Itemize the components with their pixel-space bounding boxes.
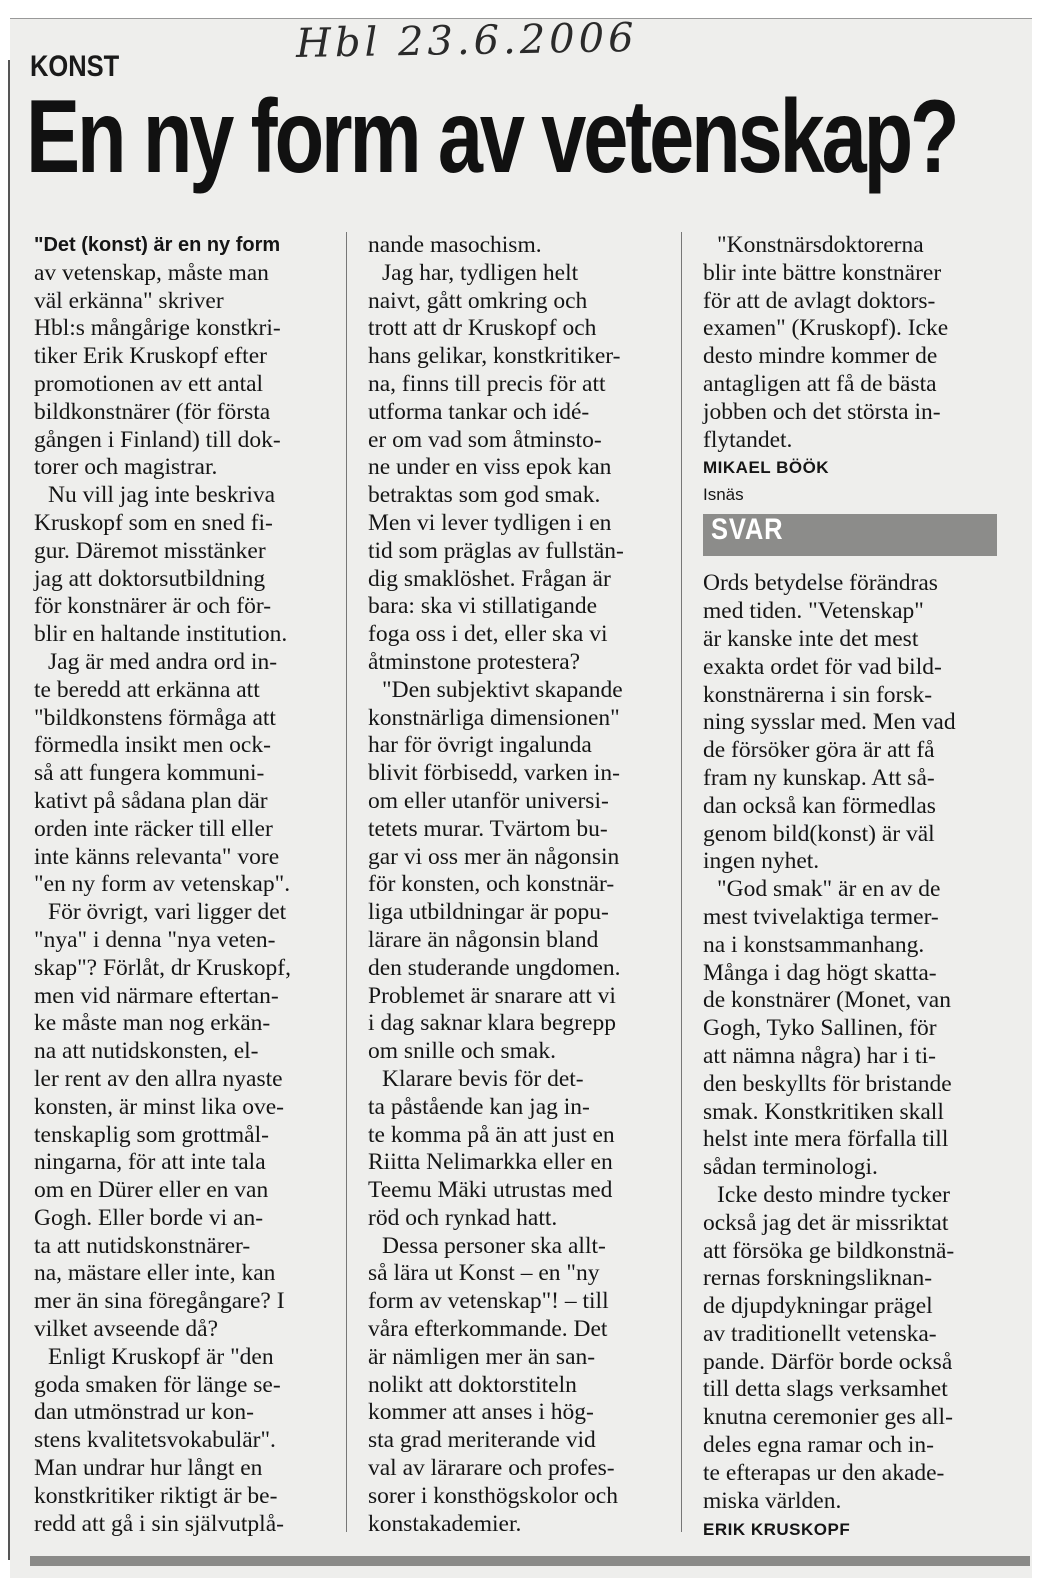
text-line: vilket avseende då? [34,1316,218,1343]
text-line: deles egna ramar och in- [703,1432,934,1459]
text-line: knutna ceremonier ges all- [703,1404,953,1431]
text-line: blivit förbisedd, varken in- [368,760,620,787]
text-line: konstakademier. [368,1510,522,1537]
text-line: men vid närmare eftertan- [34,982,279,1009]
text-line: gången i Finland) till dok- [34,426,281,453]
text-line: examen" (Kruskopf). Icke [703,315,949,342]
text-line: konsten, är minst lika ove- [34,1093,284,1120]
text-line: ta påstående kan jag in- [368,1093,590,1120]
text-line: kativt på sådana plan där [34,787,268,814]
text-line: exakta ordet för vad bild- [703,653,942,680]
text-line: inte känns relevanta" vore [34,843,280,870]
text-line: redd att gå i sin självutplå- [34,1510,284,1537]
text-line: Kruskopf som en sned fi- [34,509,273,536]
text-line: foga oss i det, eller ska vi [368,621,608,648]
text-line: Icke desto mindre tycker [717,1181,950,1208]
text-line: val av lärarare och profes- [368,1455,615,1482]
text-line: den studerande ungdomen. [368,954,621,981]
text-line: dan utmönstrad ur kon- [34,1399,254,1426]
reply-text [703,570,1003,1515]
text-line: Ords betydelse förändras [703,570,938,597]
text-line: i dag saknar klara begrepp [368,1010,616,1037]
text-line: Man undrar hur långt en [34,1455,263,1482]
text-line: så lära ut Konst – en "ny [368,1260,600,1287]
text-line: rernas forskningsliknan- [703,1265,933,1292]
text-line: sådan terminologi. [703,1154,878,1181]
text-line: Problemet är snarare att vi [368,982,616,1009]
text-line: te komma på än att just en [368,1121,615,1148]
text-line: ke måste man nog erkän- [34,1010,271,1037]
text-line: hans gelikar, konstkritiker- [368,343,621,370]
text-line: helst inte mera förfalla till [703,1126,949,1153]
text-line: fram ny kunskap. Att så- [703,764,935,791]
text-line: ta att nutidskonstnärer- [34,1232,251,1259]
text-line: smak. Konstkritiken skall [703,1098,944,1125]
text-line: orden inte räcker till eller [34,815,273,842]
text-line: bildkonstnärer (för första [34,398,271,425]
letter-place: Isnäs [703,485,744,505]
text-line: är nämligen mer än san- [368,1343,596,1370]
text-line: förmedla insikt men ock- [34,732,271,759]
text-line: ingen nyhet. [703,848,820,875]
text-line: skap"? Förlåt, dr Kruskopf, [34,954,291,981]
text-line: kommer att anses i hög- [368,1399,594,1426]
text-line: dig smaklöshet. Frågan är [368,565,611,592]
text-line: åtminstone protestera? [368,648,581,675]
text-line: om en Dürer eller en van [34,1177,269,1204]
article-column-2 [368,232,668,1538]
text-line: gar vi oss mer än någonsin [368,843,620,870]
text-line: miska världen. [703,1487,842,1514]
text-line: goda smaken för länge se- [34,1371,281,1398]
letter-ending [703,232,1003,454]
article-column-1 [34,232,334,1538]
text-line: om eller utanför universi- [368,787,609,814]
text-line: för att de avlagt doktors- [703,287,936,314]
text-line: na, mästare eller inte, kan [34,1260,276,1287]
text-line: "God smak" är en av de [717,876,941,903]
text-line: Gogh, Tyko Sallinen, för [703,1015,937,1042]
text-line: av vetenskap, måste man [34,259,269,286]
text-line: våra efterkommande. Det [368,1316,608,1343]
text-line: stens kvalitetsvokabulär". [34,1427,276,1454]
text-line: för konsten, och konstnär- [368,871,615,898]
text-line: betraktas som god smak. [368,482,601,509]
text-line: te beredd att erkänna att [34,676,260,703]
text-line: av traditionellt vetenska- [703,1320,937,1347]
text-line: sorer i konsthögskolor och [368,1482,618,1509]
text-line: utforma tankar och idé- [368,398,590,425]
text-line: har för övrigt ingalunda [368,732,592,759]
text-line: blir en haltande institution. [34,621,288,648]
article-column-3 [703,232,1003,1543]
text-line: "nya" i denna "nya veten- [34,926,276,953]
text-line: desto mindre kommer de [703,343,938,370]
text-line: trott att dr Kruskopf och [368,315,597,342]
text-line: är kanske inte det mest [703,625,919,652]
text-line: de försöker göra är att få [703,737,935,764]
text-line: "en ny form av vetenskap". [34,871,291,898]
text-line: blir inte bättre konstnärer [703,259,942,286]
text-line: Dessa personer ska allt- [382,1232,606,1259]
text-line: flytandet. [703,426,793,453]
column-divider [681,232,682,1532]
text-line: torer och magistrar. [34,454,218,481]
text-line: med tiden. "Vetenskap" [703,598,924,625]
text-line: ne under en viss epok kan [368,454,612,481]
text-line: konstnärliga dimensionen" [368,704,620,731]
letter-author: MIKAEL BÖÖK [703,458,830,478]
text-line: antagligen att få de bästa [703,370,937,397]
text-line: röd och rynkad hatt. [368,1204,558,1231]
text-line: konstnärerna i sin forsk- [703,681,933,708]
text-line: Gogh. Eller borde vi an- [34,1204,264,1231]
headline: En ny form av vetenskap? [26,79,957,195]
text-line: de djupdykningar prägel [703,1293,933,1320]
text-line: Enligt Kruskopf är "den [48,1343,274,1370]
text-line: att försöka ge bildkonstnä- [703,1237,955,1264]
text-line: "bildkonstens förmåga att [34,704,276,731]
text-line: ningarna, för att inte tala [34,1149,266,1176]
text-line: för konstnärer är och för- [34,593,272,620]
text-line: nande masochism. [368,232,542,258]
text-line: tiker Erik Kruskopf efter [34,343,267,370]
text-line: konstkritiker riktigt är be- [34,1482,278,1509]
text-line: ning sysslar med. Men vad [703,709,956,736]
text-line: tetets murar. Tvärtom bu- [368,815,608,842]
text-line: Jag är med andra ord in- [48,648,278,675]
text-line: För övrigt, vari ligger det [48,899,287,926]
reply-heading-bar [703,514,997,556]
text-line: jag att doktorsutbildning [34,565,266,592]
text-line: te efterapas ur den akade- [703,1459,945,1486]
text-line: till detta slags verksamhet [703,1376,948,1403]
text-line: om snille och smak. [368,1038,556,1065]
bottom-border [30,1556,1030,1566]
text-line: den beskyllts för bristande [703,1070,952,1097]
text-line: tid som präglas av fullstän- [368,537,624,564]
column-divider [346,232,347,1532]
text-line: Många i dag högt skatta- [703,959,937,986]
text-line: att nämna några) har i ti- [703,1042,936,1069]
text-line: Nu vill jag inte beskriva [48,482,276,509]
text-line: mer än sina föregångare? I [34,1288,285,1315]
text-line: lärare än någonsin bland [368,926,599,953]
text-line: mest tvivelaktiga termer- [703,903,939,930]
text-line: ler rent av den allra nyaste [34,1065,283,1092]
text-line: gur. Däremot misstänker [34,537,266,564]
text-line: na i konstsammanhang. [703,931,925,958]
text-line: pande. Därför borde också [703,1348,953,1375]
text-line: form av vetenskap"! – till [368,1288,609,1315]
reply-author: ERIK KRUSKOPF [703,1520,851,1540]
text-line: väl erkänna" skriver [34,287,224,314]
text-line: de konstnärer (Monet, van [703,987,951,1014]
text-line: tenskaplig som grottmål- [34,1121,269,1148]
text-line: liga utbildningar är popu- [368,899,609,926]
text-line: Riitta Nelimarkka eller en [368,1149,613,1176]
text-line: nolikt att doktorstiteln [368,1371,577,1398]
text-line: "Det (konst) är en ny form [34,234,281,256]
text-line: genom bild(konst) är väl [703,820,935,847]
text-line: sta grad meriterande vid [368,1427,596,1454]
text-line: Jag har, tydligen helt [382,259,579,286]
text-line: så att fungera kommuni- [34,760,265,787]
text-line: na att nutidskonsten, el- [34,1038,259,1065]
text-line: na, finns till precis för att [368,370,606,397]
clipping-left-edge [8,60,10,1560]
text-line: naivt, gått omkring och [368,287,588,314]
text-line: er om vad som åtminsto- [368,426,602,453]
text-line: jobben och det största in- [703,398,941,425]
reply-heading: SVAR [711,513,784,547]
text-line: bara: ska vi stillatigande [368,593,598,620]
section-label: KONST [30,50,120,83]
text-line: promotionen av ett antal [34,370,264,397]
text-line: "Den subjektivt skapande [382,676,623,703]
text-line: Klarare bevis för det- [382,1065,584,1092]
text-line: Men vi lever tydligen i en [368,509,612,536]
text-line: också jag det är missriktat [703,1209,949,1236]
text-line: Teemu Mäki utrustas med [368,1177,613,1204]
handwritten-date-note: Hbl 23.6.2006 [295,15,638,67]
text-line: dan också kan förmedlas [703,792,936,819]
text-line: Hbl:s mångårige konstkri- [34,315,281,342]
text-line: "Konstnärsdoktorerna [717,232,924,258]
